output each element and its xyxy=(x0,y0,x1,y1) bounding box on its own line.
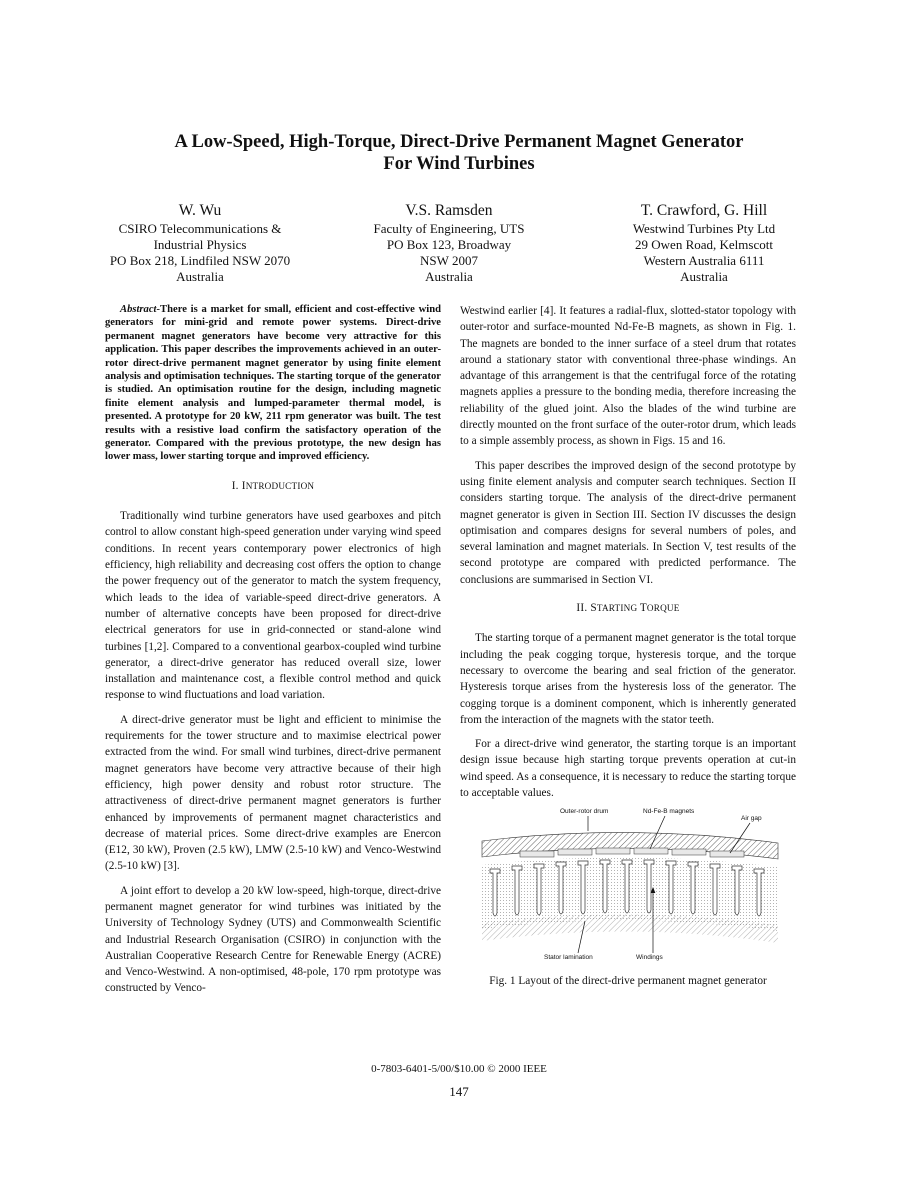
title-line-2: For Wind Turbines xyxy=(383,154,535,174)
author-name: T. Crawford, G. Hill xyxy=(640,202,768,219)
author-affiliation-line: Faculty of Engineering, UTS xyxy=(373,221,525,236)
label-stator-lamination: Stator lamination xyxy=(544,954,593,962)
abstract-label: Abstract- xyxy=(120,304,161,315)
author-name: W. Wu xyxy=(178,202,222,219)
figure-caption: Fig. 1 Layout of the direct-drive permanent magnet generator xyxy=(489,974,767,987)
author-affiliation-line: CSIRO Telecommunications & xyxy=(118,221,282,236)
author-block-1 xyxy=(90,201,310,285)
paragraph: This paper describes the improved design of the second prototype by using finite element analysis and computer search techniques. Section II considers starting torque. The analysis of the direct-drive permanent magnet generator is given in Section III. Section IV discusses the design optimisation and compares designs for several numbers of poles, and several lamination and magnet materials. In Section V, test results of the second prototype are compared with predicted performance. The conclusions are summarised in Section VI. xyxy=(460,459,796,586)
paper-title xyxy=(0,131,918,175)
section-heading-introduction: I. INTRODUCTION xyxy=(231,479,315,492)
author-affiliation-line: Australia xyxy=(425,269,473,284)
author-affiliation-line: Australia xyxy=(680,269,728,284)
generator-layout-diagram xyxy=(460,803,796,963)
figure-1 xyxy=(460,803,796,987)
copyright-footer: 0-7803-6401-5/00/$10.00 © 2000 IEEE xyxy=(371,1063,547,1075)
title-line-1: A Low-Speed, High-Torque, Direct-Drive Permanent Magnet Generator xyxy=(174,132,744,152)
paragraph: The starting torque of a permanent magnet generator is the total torque including the peak cogging torque, hysteresis torque, and the torque necessary to overcome the bearing and seal friction of the generator. Hysteresis torque arises from the hysteresis loss of the generator. The cogging torque is a dominent component, which is inherently generated from the interaction of the magnets with the stator teeth. xyxy=(460,632,796,726)
label-outer-rotor-drum: Outer-rotor drum xyxy=(560,808,609,816)
label-windings: Windings xyxy=(636,954,663,962)
section-heading-starting-torque: II. STARTING TORQUE xyxy=(576,602,680,615)
label-air-gap: Air gap xyxy=(741,815,762,823)
paragraph: A joint effort to develop a 20 kW low-speed, high-torque, direct-drive permanent magnet generator for wind turbines was initiated by the University of Technology Sydney (UTS) and Commonwealth Scientific and Industrial Research Organisation (CSIRO) in conjunction with the Australian Cooperative Research Centre for Renewable Energy (ACRE) and Venco-Westwind. A non-optimised, 48-pole, 170 rpm prototype was constructed by Venco- xyxy=(105,884,441,995)
author-affiliation-line: PO Box 123, Broadway xyxy=(386,237,512,252)
right-column xyxy=(460,303,796,987)
author-affiliation-line: NSW 2007 xyxy=(420,253,478,268)
author-block-2 xyxy=(339,201,559,285)
author-block-3 xyxy=(593,201,815,285)
author-name: V.S. Ramsden xyxy=(405,202,493,219)
author-affiliation-line: Australia xyxy=(176,269,224,284)
paragraph: Westwind earlier [4]. It features a radial-flux, slotted-stator topology with outer-rotor and surface-mounted Nd-Fe-B magnets, as shown in Fig. 1. The magnets are bonded to the inner surface of a steel drum that rotates around a stationary stator with conventional three-phase windings. An advantage of this arrangement is that the centrifugal force of the rotating magnets applies a pressure to the bonding media, therefore increasing the reliability of the glued joint. Also the blades of the wind turbine are directly mounted on the front surface of the outer-rotor drum, which leads to a simple assembly process, as shown in Figs. 15 and 16. xyxy=(460,305,796,448)
abstract-text: There is a market for small, efficient and cost-effective wind generators for mini-grid and remote power systems. Direct-drive permanent magnet generators have become very attractive for this application. This paper describes the improvements achieved in an outer-rotor direct-drive permanent magnet generator by using finite element analysis and optimisation techniques. The starting torque of the generator is studied. An optimisation routine for the design, including magnetic finite element analysis and lumped-parameter thermal model, is presented. A prototype for 20 kW, 211 rpm generator was built. The test results with a resistive load confirm the satisfactory operation of the generator. Compared with the previous prototype, the new design has lower mass, lower starting torque and improved efficiency. xyxy=(105,304,441,463)
author-affiliation-line: 29 Owen Road, Kelmscott xyxy=(635,237,773,252)
paragraph: For a direct-drive wind generator, the starting torque is an important design issue because high starting torque prevents operation at cut-in wind speed. As a consequence, it is necessary to reduce the starting torque to acceptable values. xyxy=(460,738,796,800)
page-number: 147 xyxy=(449,1084,469,1099)
author-affiliation-line: PO Box 218, Lindfiled NSW 2070 xyxy=(109,253,291,268)
abstract xyxy=(105,303,441,464)
left-column xyxy=(105,303,441,1005)
author-affiliation-line: Industrial Physics xyxy=(153,237,247,252)
author-affiliation-line: Westwind Turbines Pty Ltd xyxy=(632,221,776,236)
label-magnets: Nd-Fe-B magnets xyxy=(643,808,695,816)
author-affiliation-line: Western Australia 6111 xyxy=(643,253,765,268)
paragraph: A direct-drive generator must be light and efficient to minimise the requirements for the tower structure and to maximise electrical power extracted from the wind. For small wind turbines, direct-drive permanent magnet generators have become very attractive because of their high efficiency, high power density and robust rotor structure. The attractiveness of direct-drive permanent magnet generators is further enhanced by improvements of permanent magnet characteristics and decrease of material prices. Some direct-drive examples are Enercon (E12, 30 kW), Proven (2.5 kW), LMW (2.5-10 kW) and Venco-Westwind (2.5-10 kW) [3]. xyxy=(105,713,441,873)
paragraph: Traditionally wind turbine generators have used gearboxes and pitch control to allow constant high-speed generation under varying wind speed conditions. In recent years contemporary power electronics of high efficiency, high reliability and decreasing cost offers the option to change the power frequency out of the generator to match the system frequency, which leads to the idea of variable-speed direct-drive generators. A number of alternative concepts have been proposed for direct-drive electrical generators for use in grid-connected or stand-alone wind turbines [1,2]. Compared to a conventional gearbox-coupled wind turbine generator, a direct-drive generator has reduced overall size, lower installation and maintenance cost, a flexible control method and quick response to wind fluctuations and load variation. xyxy=(105,510,441,702)
